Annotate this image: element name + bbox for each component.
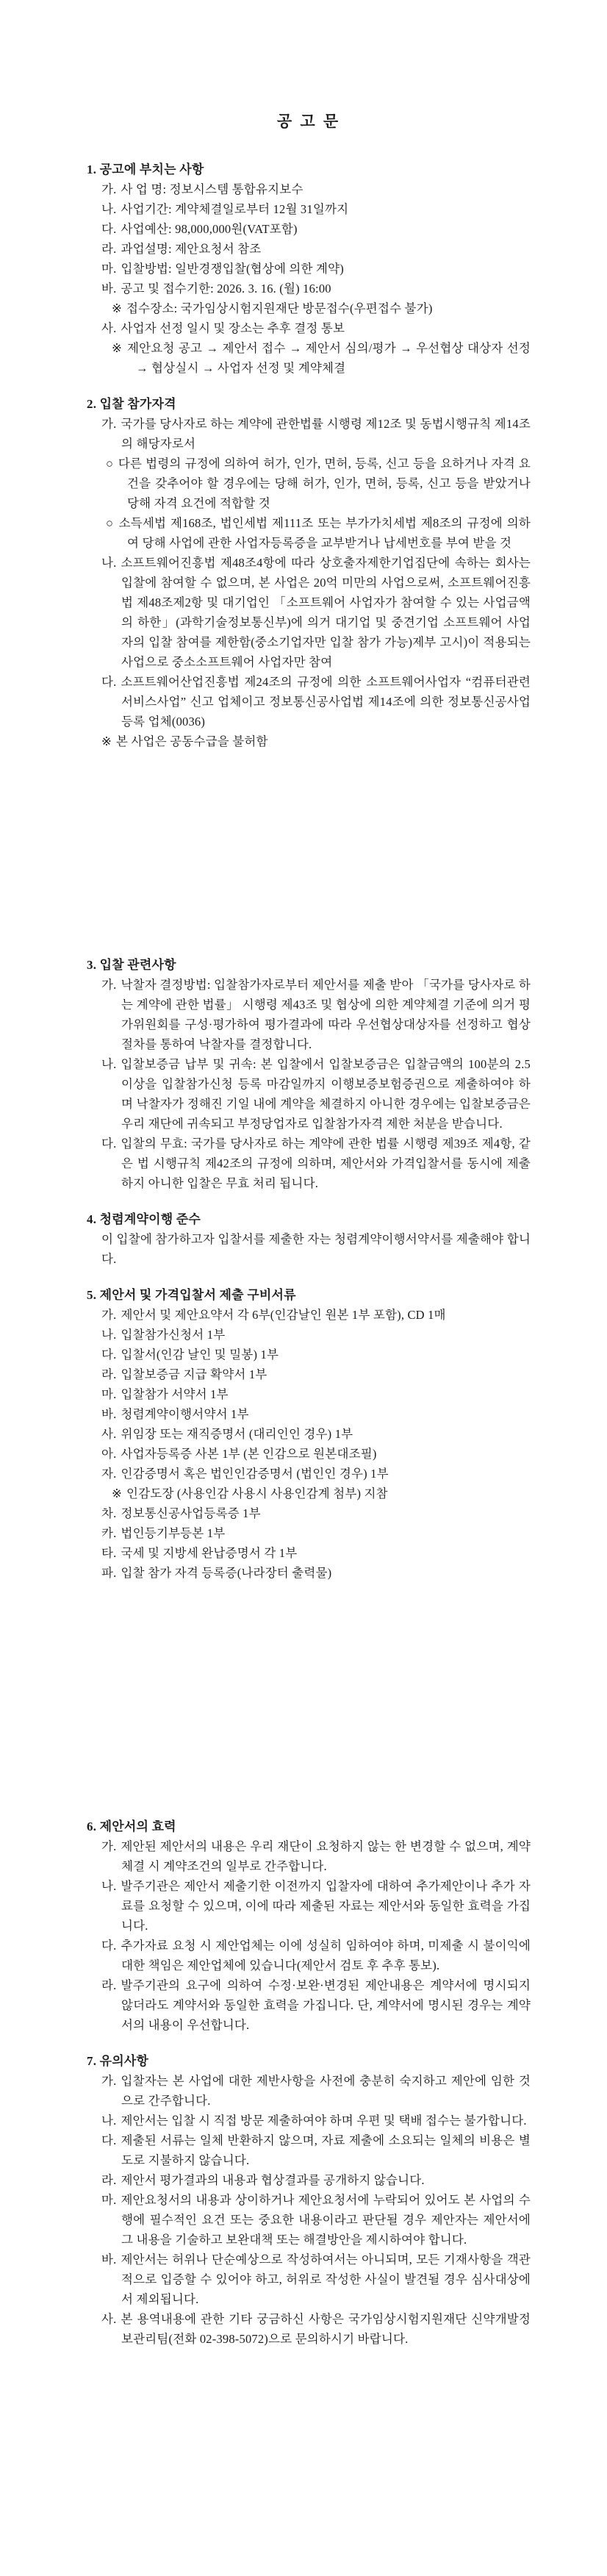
doc-line: [87, 1444, 531, 1464]
doc-line: [87, 553, 531, 672]
line-text: 입찰방법: 일반경쟁입찰(협상에 의한 계약): [121, 262, 344, 276]
doc-line: [87, 1305, 531, 1325]
line-marker: 마.: [101, 2193, 117, 2207]
doc-line: [87, 1384, 531, 1404]
doc-line: [87, 1229, 531, 1269]
line-marker: 나.: [101, 1879, 117, 1893]
doc-line: [87, 1054, 531, 1134]
doc-line: [87, 1563, 531, 1583]
doc-line: [87, 219, 531, 239]
line-text: 법인등기부등본 1부: [121, 1526, 226, 1540]
doc-line: [87, 1484, 531, 1503]
line-text: 발주기관의 요구에 의하여 수정·보완·변경된 제안내용은 계약서에 명시되지 않더라도 계약서와 동일한 효력을 가집니다. 단, 계약서에 명시된 경우는 계약서의 내용이 우선합니다.: [121, 1978, 531, 2032]
page-1: [0, 0, 607, 859]
line-marker: 나.: [101, 1057, 117, 1071]
line-marker: 라.: [101, 1367, 117, 1381]
line-text: 국세 및 지방세 완납증명서 각 1부: [121, 1546, 298, 1560]
doc-line: [87, 2130, 531, 2170]
line-marker: 다.: [101, 1939, 117, 1953]
line-marker: 나.: [101, 556, 117, 570]
line-text: 제안서는 허위나 단순예상으로 작성하여서는 아니되며, 모든 기재사항을 객관적으로 입증할 수 있어야 하고, 허위로 작성한 사실이 발견될 경우 심사대상에서 제외됩니다.: [121, 2253, 531, 2306]
line-text: 입찰자는 본 사업에 대한 제반사항을 사전에 충분히 숙지하고 제안에 임한 것으로 간주합니다.: [121, 2074, 531, 2108]
line-text: 과업설명: 제안요청서 참조: [121, 242, 262, 256]
line-text: 정보통신공사업등록증 1부: [121, 1506, 261, 1520]
doc-line: [87, 2071, 531, 2111]
line-text: 낙찰자 결정방법: 입찰참가자로부터 제안서를 제출 받아 「국가를 당사자로 하는 계약에 관한 법률」 시행령 제43조 및 협상에 의한 계약체결 기준에 의거 평가위원회를 구성·평가하여 평가결과에 따라 우선협상대상자를 선정하고 협상절차를 통하여 낙찰자를 결정합니다.: [121, 978, 531, 1051]
line-marker: 사.: [101, 321, 117, 335]
doc-line: [87, 1503, 531, 1523]
line-text: 입찰 참가 자격 등록증(나라장터 출력물): [121, 1566, 332, 1580]
doc-line: [87, 259, 531, 279]
doc-line: [87, 199, 531, 219]
section: [87, 1285, 531, 1583]
line-marker: ○: [106, 516, 115, 530]
section: [87, 394, 531, 751]
line-text: 제출된 서류는 일체 반환하지 않으며, 자료 제출에 소요되는 일체의 비용은 별도로 지불하지 않습니다.: [121, 2133, 531, 2167]
line-marker: 나.: [101, 2114, 117, 2128]
doc-line: [87, 1936, 531, 1975]
line-marker: 다.: [101, 1348, 117, 1362]
line-text: 인감도장 (사용인감 사용시 사용인감계 첨부) 지참: [126, 1486, 388, 1500]
line-text: 제안요청 공고 → 제안서 접수 → 제안서 심의/평가 → 우선협상 대상자 선정 → 협상실시 → 사업자 선정 및 계약체결: [127, 341, 531, 375]
doc-line: [87, 1876, 531, 1936]
line-text: 소프트웨어산업진흥법 제24조의 규정에 의한 소프트웨어사업자 “컴퓨터관련 서비스사업” 신고 업체이고 정보통신공사업법 제14조에 의한 정보통신공사업 등록 업체(0036): [121, 675, 531, 729]
line-text: 입찰의 무효: 국가를 당사자로 하는 계약에 관한 법률 시행령 제39조 제4항, 같은 법 시행규칙 제42조의 규정에 의하며, 제안서와 가격입찰서를 동시에 제출하지 아니한 입찰은 무효 처리 됩니다.: [121, 1137, 531, 1190]
line-marker: 다.: [101, 675, 117, 689]
page-2: [0, 859, 607, 1717]
line-text: 본 용역내용에 관한 기타 궁금하신 사항은 국가임상시험지원재단 신약개발정보관리팀(전화 02-398-5072)으로 문의하시기 바랍니다.: [121, 2312, 531, 2346]
doc-line: [87, 1404, 531, 1424]
line-text: 입찰보증금 납부 및 귀속: 본 입찰에서 입찰보증금은 입찰금액의 100분의 2.5이상을 입찰참가신청 등록 마감일까지 이행보증보험증권으로 제출하여야 하며 낙찰자가 정해진 기일 내에 계약을 체결하지 아니한 경우에는 입찰보증금은 우리 재단에 귀속되고 부정당업자로 입찰참가자격 제한 처분을 받습니다.: [121, 1057, 531, 1131]
doc-line: [87, 1424, 531, 1444]
line-text: 사업기간: 계약체결일로부터 12월 31일까지: [121, 202, 349, 216]
doc-line: [87, 1836, 531, 1876]
doc-line: [87, 1523, 531, 1543]
section: [87, 1209, 531, 1269]
line-marker: 바.: [101, 282, 117, 296]
line-text: 입찰보증금 지급 확약서 1부: [121, 1367, 267, 1381]
line-marker: ※: [112, 1486, 123, 1500]
line-marker: 타.: [101, 1546, 117, 1560]
section-heading: 5. 제안서 및 가격입찰서 제출 구비서류: [87, 1288, 296, 1302]
doc-line: [87, 414, 531, 454]
doc-line: [87, 731, 531, 751]
line-marker: 가.: [101, 1308, 117, 1322]
line-marker: 자.: [101, 1467, 117, 1481]
line-text: 다른 법령의 규정에 의하여 허가, 인가, 면허, 등록, 신고 등을 요하거나 자격 요건을 갖추어야 할 경우에는 당해 허가, 인가, 면허, 등록, 신고 등을 받았거나 당해 자격 요건에 적합할 것: [118, 457, 531, 510]
section: [87, 160, 531, 378]
page-3: [0, 1717, 607, 2576]
line-marker: 라.: [101, 242, 117, 256]
doc-line: [87, 298, 531, 318]
doc-line: [87, 179, 531, 199]
doc-line: [87, 1975, 531, 2035]
section-heading: 3. 입찰 관련사항: [87, 958, 176, 972]
line-marker: 다.: [101, 1137, 117, 1151]
doc-line: [87, 1134, 531, 1193]
line-text: 제안서는 입찰 시 직접 방문 제출하여야 하며 우편 및 택배 접수는 불가합니다.: [121, 2114, 527, 2128]
line-text: 입찰참가신청서 1부: [121, 1328, 226, 1342]
doc-line: [87, 2250, 531, 2309]
line-marker: 마.: [101, 262, 117, 276]
line-marker: 바.: [101, 2253, 117, 2266]
doc-line: [87, 239, 531, 259]
section-heading: 7. 유의사항: [87, 2054, 149, 2068]
line-text: 위임장 또는 재직증명서 (대리인인 경우) 1부: [121, 1427, 353, 1441]
section-heading: 6. 제안서의 효력: [87, 1820, 176, 1833]
doc-line: [87, 2309, 531, 2349]
line-marker: 가.: [101, 978, 117, 992]
doc-line: [87, 338, 531, 378]
line-marker: 나.: [101, 1328, 117, 1342]
line-text: 추가자료 요청 시 제안업체는 이에 성실히 임하여야 하며, 미제출 시 불이익에 대한 책임은 제안업체에 있습니다(제안서 검토 후 추후 통보).: [121, 1939, 531, 1972]
line-marker: 가.: [101, 1839, 117, 1853]
doc-line: [87, 2190, 531, 2250]
line-text: 제안요청서의 내용과 상이하거나 제안요청서에 누락되어 있어도 본 사업의 수행에 필수적인 요건 또는 중요한 내용이라고 판단될 경우 제안자는 제안서에 그 내용을 기술하고 보완대책 또는 해결방안을 제시하여야 합니다.: [121, 2193, 531, 2247]
line-marker: 바.: [101, 1407, 117, 1421]
line-text: 사업예산: 98,000,000원(VAT포함): [121, 222, 298, 236]
doc-line: [87, 672, 531, 731]
line-marker: 파.: [101, 1566, 117, 1580]
line-text: 본 사업은 공동수급을 불허함: [116, 734, 268, 748]
line-marker: 다.: [101, 2133, 117, 2147]
line-marker: 나.: [101, 202, 117, 216]
doc-line: [87, 975, 531, 1054]
line-marker: ※: [112, 341, 123, 355]
line-text: 접수장소: 국가임상시험지원재단 방문접수(우편접수 불가): [126, 301, 433, 315]
doc-line: [87, 454, 531, 513]
page-title: 공 고 문: [276, 112, 341, 130]
section: [87, 955, 531, 1193]
doc-line: [87, 513, 531, 553]
line-marker: 사.: [101, 1427, 117, 1441]
line-text: 사업자등록증 사본 1부 (본 인감으로 원본대조필): [121, 1447, 377, 1461]
line-text: 소득세법 제168조, 법인세법 제111조 또는 부가가치세법 제8조의 규정에 의하여 당해 사업에 관한 사업자등록증을 교부받거나 납세번호를 부여 받을 것: [118, 516, 531, 550]
doc-line: [87, 2170, 531, 2190]
line-marker: 라.: [101, 1978, 117, 1992]
doc-line: [87, 2111, 531, 2130]
doc-line: [87, 1364, 531, 1384]
line-marker: 가.: [101, 2074, 117, 2088]
line-marker: 차.: [101, 1506, 117, 1520]
line-marker: 카.: [101, 1526, 117, 1540]
line-text: 입찰참가 서약서 1부: [121, 1387, 229, 1401]
section: [87, 1817, 531, 2035]
line-text: 사업자 선정 일시 및 장소는 추후 결정 통보: [121, 321, 345, 335]
doc-line: [87, 279, 531, 298]
doc-line: [87, 1345, 531, 1364]
section-heading: 1. 공고에 부치는 사항: [87, 162, 204, 176]
line-marker: 다.: [101, 222, 117, 236]
line-text: 국가를 당사자로 하는 계약에 관한법률 시행령 제12조 및 동법시행규칙 제14조의 해당자로서: [121, 417, 531, 451]
section-heading: 4. 청렴계약이행 준수: [87, 1212, 201, 1226]
line-text: 사 업 명: 정보시스템 통합유지보수: [121, 182, 304, 196]
line-text: 공고 및 접수기한: 2026. 3. 16. (월) 16:00: [121, 282, 331, 296]
doc-line: [87, 1464, 531, 1484]
line-marker: 마.: [101, 1387, 117, 1401]
section-heading: 2. 입찰 참가자격: [87, 397, 176, 411]
line-marker: 가.: [101, 417, 117, 431]
doc-line: [87, 318, 531, 338]
line-marker: 아.: [101, 1447, 117, 1461]
line-marker: 라.: [101, 2173, 117, 2187]
line-text: 청렴계약이행서약서 1부: [121, 1407, 249, 1421]
line-text: 제안서 및 제안요약서 각 6부(인감날인 원본 1부 포함), CD 1매: [121, 1308, 446, 1322]
line-marker: ※: [112, 301, 123, 315]
line-text: 이 입찰에 참가하고자 입찰서를 제출한 자는 청렴계약이행서약서를 제출해야 합니다.: [101, 1232, 531, 1266]
line-marker: ※: [101, 734, 112, 748]
line-text: 입찰서(인감 날인 및 밀봉) 1부: [121, 1348, 279, 1362]
doc-line: [87, 1543, 531, 1563]
line-text: 소프트웨어진흥법 제48조4항에 따라 상호출자제한기업집단에 속하는 회사는 입찰에 참여할 수 없으며, 본 사업은 20억 미만의 사업으로써, 소프트웨어진흥법 제48조제2항 및 대기업인 「소프트웨어 사업자가 참여할 수 있는 사업금액의 하한」(과학기술정보통신부)에 의거 대기업 및 중견기업 소프트웨어 사업자의 입찰 참여를 제한함(중소기업자만 입찰 참가 가능)제부 고시)이 적용되는 사업으로 중소소프트웨어 사업자만 참여: [121, 556, 531, 669]
section: [87, 2051, 531, 2349]
doc-line: [87, 1325, 531, 1345]
line-text: 제안서 평가결과의 내용과 협상결과를 공개하지 않습니다.: [121, 2173, 425, 2187]
line-text: 발주기관은 제안서 제출기한 이전까지 입찰자에 대하여 추가제안이나 추가 자료를 요청할 수 있으며, 이에 따라 제출된 자료는 제안서와 동일한 효력을 가집니다.: [121, 1879, 531, 1933]
line-text: 인감증명서 혹은 법인인감증명서 (법인인 경우) 1부: [121, 1467, 389, 1481]
line-marker: 가.: [101, 182, 117, 196]
line-text: 제안된 제안서의 내용은 우리 재단이 요청하지 않는 한 변경할 수 없으며, 계약체결 시 계약조건의 일부로 간주합니다.: [121, 1839, 531, 1873]
line-marker: 사.: [101, 2312, 117, 2326]
line-marker: ○: [106, 457, 114, 471]
